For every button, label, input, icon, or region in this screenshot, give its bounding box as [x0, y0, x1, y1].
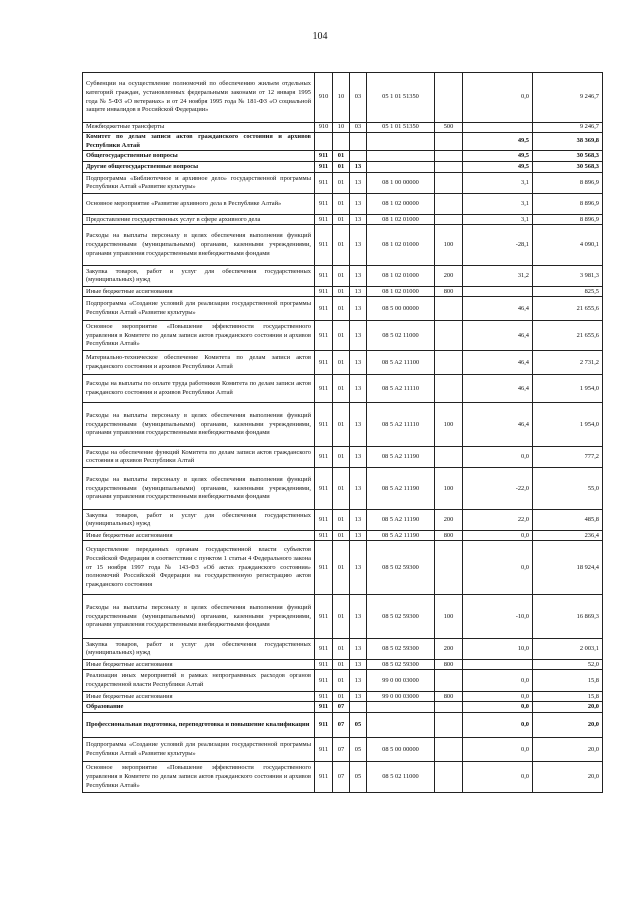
change-amount-cell: 0,0: [463, 762, 533, 793]
table-row: [83, 670, 603, 692]
table-row: [83, 351, 603, 375]
table-row: [83, 151, 603, 162]
change-amount-cell: 22,0: [463, 510, 533, 531]
table-row: [83, 287, 603, 297]
grbs-code-cell: 911: [315, 738, 333, 762]
expense-type-cell: [435, 162, 463, 173]
target-article-cell: 08 5 A2 11190: [367, 510, 435, 531]
expense-type-cell: [435, 670, 463, 692]
change-amount-cell: 0,0: [463, 541, 533, 595]
row-name-cell: Расходы на выплаты персоналу в целях обеспечения выполнения функций государственными (муниципальными) органами, казенными учреждениями, органами управления государственными внебюджетными фондами: [83, 225, 315, 266]
expense-type-cell: [435, 702, 463, 713]
section-code-cell: 01: [333, 151, 350, 162]
subsection-code-cell: 13: [350, 447, 367, 468]
total-amount-cell: 2 731,2: [533, 351, 603, 375]
grbs-code-cell: 911: [315, 762, 333, 793]
table-row: [83, 447, 603, 468]
subsection-code-cell: 13: [350, 225, 367, 266]
grbs-code-cell: 911: [315, 692, 333, 702]
expense-type-cell: [435, 297, 463, 321]
section-code-cell: 01: [333, 660, 350, 670]
expense-type-cell: [435, 173, 463, 194]
grbs-code-cell: 911: [315, 297, 333, 321]
subsection-code-cell: 13: [350, 375, 367, 403]
target-article-cell: [367, 702, 435, 713]
subsection-code-cell: [350, 151, 367, 162]
budget-table: [82, 72, 603, 793]
total-amount-cell: 8 896,9: [533, 173, 603, 194]
section-code-cell: 01: [333, 287, 350, 297]
row-name-cell: Иные бюджетные ассигнования: [83, 287, 315, 297]
subsection-code-cell: 13: [350, 660, 367, 670]
grbs-code-cell: 911: [315, 639, 333, 660]
row-name-cell: Закупка товаров, работ и услуг для обеспечения государственных (муниципальных) нужд: [83, 266, 315, 287]
grbs-code-cell: 911: [315, 173, 333, 194]
table-row: [83, 225, 603, 266]
target-article-cell: [367, 133, 435, 151]
row-name-cell: Расходы на выплаты по оплате труда работников Комитета по делам записи актов гражданского состояния и архивов Республики Алтай: [83, 375, 315, 403]
change-amount-cell: 0,0: [463, 702, 533, 713]
section-code-cell: 10: [333, 73, 350, 123]
row-name-cell: Подпрограмма «Библиотечное и архивное дело» государственной программы Республики Алтай «Развитие культуры»: [83, 173, 315, 194]
target-article-cell: 08 5 02 11000: [367, 762, 435, 793]
expense-type-cell: [435, 133, 463, 151]
change-amount-cell: 0,0: [463, 531, 533, 541]
total-amount-cell: 20,0: [533, 713, 603, 738]
change-amount-cell: 0,0: [463, 73, 533, 123]
row-name-cell: Подпрограмма «Создание условий для реализации государственной программы Республики Алтай «Развитие культуры»: [83, 738, 315, 762]
row-name-cell: Закупка товаров, работ и услуг для обеспечения государственных (муниципальных) нужд: [83, 639, 315, 660]
subsection-code-cell: 13: [350, 194, 367, 215]
expense-type-cell: [435, 713, 463, 738]
target-article-cell: 08 5 00 00000: [367, 738, 435, 762]
change-amount-cell: [463, 660, 533, 670]
target-article-cell: 99 0 00 03000: [367, 692, 435, 702]
total-amount-cell: 18 924,4: [533, 541, 603, 595]
subsection-code-cell: 13: [350, 595, 367, 639]
subsection-code-cell: 03: [350, 73, 367, 123]
row-name-cell: Материально-техническое обеспечение Комитета по делам записи актов гражданского состояния и архивов Республики Алтай: [83, 351, 315, 375]
grbs-code-cell: 911: [315, 447, 333, 468]
section-code-cell: 01: [333, 297, 350, 321]
target-article-cell: 08 1 02 01000: [367, 225, 435, 266]
section-code-cell: 01: [333, 351, 350, 375]
target-article-cell: 99 0 00 03000: [367, 670, 435, 692]
table-row: [83, 692, 603, 702]
table-row: [83, 133, 603, 151]
grbs-code-cell: 911: [315, 162, 333, 173]
grbs-code-cell: 911: [315, 225, 333, 266]
subsection-code-cell: 05: [350, 713, 367, 738]
subsection-code-cell: 13: [350, 541, 367, 595]
target-article-cell: [367, 713, 435, 738]
total-amount-cell: 9 246,7: [533, 73, 603, 123]
grbs-code-cell: 910: [315, 73, 333, 123]
section-code-cell: 01: [333, 266, 350, 287]
table-row: [83, 541, 603, 595]
target-article-cell: 08 5 A2 11190: [367, 447, 435, 468]
row-name-cell: Основное мероприятие «Повышение эффективности государственного управления в Комитете по делам записи актов гражданского состояния и архивов Республики Алтай»: [83, 762, 315, 793]
target-article-cell: 05 1 01 51350: [367, 123, 435, 133]
total-amount-cell: 21 655,6: [533, 321, 603, 351]
section-code-cell: 01: [333, 321, 350, 351]
grbs-code-cell: 911: [315, 375, 333, 403]
total-amount-cell: 20,0: [533, 738, 603, 762]
total-amount-cell: 16 869,3: [533, 595, 603, 639]
change-amount-cell: 46,4: [463, 351, 533, 375]
page-number: 104: [312, 31, 328, 42]
change-amount-cell: -28,1: [463, 225, 533, 266]
total-amount-cell: 825,5: [533, 287, 603, 297]
table-row: [83, 738, 603, 762]
change-amount-cell: 0,0: [463, 738, 533, 762]
total-amount-cell: 20,0: [533, 702, 603, 713]
expense-type-cell: [435, 215, 463, 225]
row-name-cell: Комитет по делам записи актов гражданского состояния и архивов Республики Алтай: [83, 133, 315, 151]
expense-type-cell: 800: [435, 531, 463, 541]
section-code-cell: [333, 133, 350, 151]
section-code-cell: 07: [333, 738, 350, 762]
change-amount-cell: [463, 123, 533, 133]
change-amount-cell: 0,0: [463, 670, 533, 692]
row-name-cell: Профессиональная подготовка, переподготовка и повышение квалификации: [83, 713, 315, 738]
table-row: [83, 595, 603, 639]
table-row: [83, 194, 603, 215]
row-name-cell: Подпрограмма «Создание условий для реализации государственной программы Республики Алтай «Развитие культуры»: [83, 297, 315, 321]
total-amount-cell: 1 954,0: [533, 375, 603, 403]
section-code-cell: 01: [333, 173, 350, 194]
expense-type-cell: [435, 738, 463, 762]
total-amount-cell: 30 568,3: [533, 151, 603, 162]
target-article-cell: 08 5 02 59300: [367, 595, 435, 639]
total-amount-cell: 8 896,9: [533, 194, 603, 215]
total-amount-cell: 8 896,9: [533, 215, 603, 225]
grbs-code-cell: 911: [315, 595, 333, 639]
target-article-cell: 08 5 A2 11100: [367, 351, 435, 375]
change-amount-cell: 49,5: [463, 151, 533, 162]
section-code-cell: 01: [333, 595, 350, 639]
section-code-cell: 01: [333, 225, 350, 266]
section-code-cell: 07: [333, 702, 350, 713]
section-code-cell: 01: [333, 468, 350, 510]
subsection-code-cell: 13: [350, 287, 367, 297]
subsection-code-cell: 13: [350, 403, 367, 447]
table-row: [83, 321, 603, 351]
change-amount-cell: [463, 287, 533, 297]
change-amount-cell: 0,0: [463, 692, 533, 702]
total-amount-cell: 21 655,6: [533, 297, 603, 321]
expense-type-cell: [435, 447, 463, 468]
section-code-cell: 01: [333, 639, 350, 660]
target-article-cell: 08 5 A2 11190: [367, 468, 435, 510]
row-name-cell: Общегосударственные вопросы: [83, 151, 315, 162]
section-code-cell: 01: [333, 541, 350, 595]
grbs-code-cell: 911: [315, 194, 333, 215]
subsection-code-cell: 13: [350, 692, 367, 702]
row-name-cell: Основное мероприятие «Развитие архивного дела в Республике Алтай»: [83, 194, 315, 215]
target-article-cell: 08 5 02 59300: [367, 541, 435, 595]
section-code-cell: 01: [333, 215, 350, 225]
target-article-cell: 08 1 02 01000: [367, 266, 435, 287]
target-article-cell: 05 1 01 51350: [367, 73, 435, 123]
target-article-cell: 08 5 00 00000: [367, 297, 435, 321]
section-code-cell: 01: [333, 692, 350, 702]
target-article-cell: 08 1 00 00000: [367, 173, 435, 194]
row-name-cell: Расходы на выплаты персоналу в целях обеспечения выполнения функций государственными (муниципальными) органами, казенными учреждениями, органами управления государственными внебюджетными фондами: [83, 403, 315, 447]
target-article-cell: 08 1 02 01000: [367, 287, 435, 297]
change-amount-cell: 3,1: [463, 173, 533, 194]
total-amount-cell: 3 981,3: [533, 266, 603, 287]
subsection-code-cell: 13: [350, 670, 367, 692]
total-amount-cell: 777,2: [533, 447, 603, 468]
grbs-code-cell: 911: [315, 541, 333, 595]
row-name-cell: Другие общегосударственные вопросы: [83, 162, 315, 173]
subsection-code-cell: 05: [350, 762, 367, 793]
table-row: [83, 215, 603, 225]
section-code-cell: 01: [333, 670, 350, 692]
change-amount-cell: 10,0: [463, 639, 533, 660]
subsection-code-cell: 13: [350, 297, 367, 321]
total-amount-cell: 9 246,7: [533, 123, 603, 133]
row-name-cell: Закупка товаров, работ и услуг для обеспечения государственных (муниципальных) нужд: [83, 510, 315, 531]
subsection-code-cell: 13: [350, 321, 367, 351]
table-row: [83, 266, 603, 287]
table-row: [83, 510, 603, 531]
subsection-code-cell: [350, 133, 367, 151]
target-article-cell: 08 1 02 00000: [367, 194, 435, 215]
total-amount-cell: 15,8: [533, 670, 603, 692]
change-amount-cell: 0,0: [463, 713, 533, 738]
grbs-code-cell: 911: [315, 351, 333, 375]
row-name-cell: Иные бюджетные ассигнования: [83, 531, 315, 541]
expense-type-cell: [435, 321, 463, 351]
table-row: [83, 73, 603, 123]
expense-type-cell: 800: [435, 287, 463, 297]
table-row: [83, 660, 603, 670]
grbs-code-cell: 910: [315, 123, 333, 133]
grbs-code-cell: 911: [315, 266, 333, 287]
total-amount-cell: 55,0: [533, 468, 603, 510]
expense-type-cell: [435, 73, 463, 123]
grbs-code-cell: 911: [315, 321, 333, 351]
row-name-cell: Субвенции на осуществление полномочий по обеспечению жильем отдельных категорий граждан, установленных федеральными законами от 12 января 1995 года № 5-ФЗ «О ветеранах» и от 24 ноября 1995 года № 181-ФЗ «О социальной защите инвалидов в Российской Федерации»: [83, 73, 315, 123]
row-name-cell: Иные бюджетные ассигнования: [83, 692, 315, 702]
table-row: [83, 702, 603, 713]
total-amount-cell: 1 954,0: [533, 403, 603, 447]
expense-type-cell: [435, 762, 463, 793]
grbs-code-cell: [315, 133, 333, 151]
change-amount-cell: 0,0: [463, 447, 533, 468]
row-name-cell: Расходы на выплаты персоналу в целях обеспечения выполнения функций государственными (муниципальными) органами, казенными учреждениями, органами управления государственными внебюджетными фондами: [83, 595, 315, 639]
change-amount-cell: 46,4: [463, 297, 533, 321]
target-article-cell: 08 5 A2 11110: [367, 375, 435, 403]
grbs-code-cell: 911: [315, 510, 333, 531]
subsection-code-cell: 13: [350, 510, 367, 531]
expense-type-cell: 100: [435, 403, 463, 447]
expense-type-cell: 500: [435, 123, 463, 133]
subsection-code-cell: 13: [350, 162, 367, 173]
section-code-cell: 01: [333, 447, 350, 468]
expense-type-cell: 200: [435, 639, 463, 660]
change-amount-cell: 49,5: [463, 162, 533, 173]
expense-type-cell: 100: [435, 468, 463, 510]
grbs-code-cell: 911: [315, 468, 333, 510]
table-row: [83, 468, 603, 510]
change-amount-cell: 46,4: [463, 375, 533, 403]
section-code-cell: 01: [333, 194, 350, 215]
subsection-code-cell: 13: [350, 351, 367, 375]
section-code-cell: 01: [333, 403, 350, 447]
grbs-code-cell: 911: [315, 660, 333, 670]
grbs-code-cell: 911: [315, 403, 333, 447]
total-amount-cell: 15,8: [533, 692, 603, 702]
row-name-cell: Предоставление государственных услуг в сфере архивного дела: [83, 215, 315, 225]
total-amount-cell: 485,8: [533, 510, 603, 531]
row-name-cell: Расходы на обеспечение функций Комитета по делам записи актов гражданского состояния и архивов Республики Алтай: [83, 447, 315, 468]
target-article-cell: 08 5 A2 11110: [367, 403, 435, 447]
expense-type-cell: [435, 351, 463, 375]
expense-type-cell: 200: [435, 266, 463, 287]
change-amount-cell: 46,4: [463, 403, 533, 447]
total-amount-cell: 30 568,3: [533, 162, 603, 173]
subsection-code-cell: 13: [350, 468, 367, 510]
row-name-cell: Реализация иных мероприятий в рамках непрограммных расходов органов государственной власти Республики Алтай: [83, 670, 315, 692]
target-article-cell: 08 1 02 01000: [367, 215, 435, 225]
table-row: [83, 162, 603, 173]
table-row: [83, 639, 603, 660]
subsection-code-cell: 13: [350, 266, 367, 287]
grbs-code-cell: 911: [315, 531, 333, 541]
expense-type-cell: [435, 151, 463, 162]
expense-type-cell: 800: [435, 660, 463, 670]
subsection-code-cell: 13: [350, 531, 367, 541]
change-amount-cell: 49,5: [463, 133, 533, 151]
grbs-code-cell: 911: [315, 287, 333, 297]
total-amount-cell: 52,0: [533, 660, 603, 670]
subsection-code-cell: 05: [350, 738, 367, 762]
section-code-cell: 01: [333, 375, 350, 403]
table-row: [83, 713, 603, 738]
row-name-cell: Иные бюджетные ассигнования: [83, 660, 315, 670]
grbs-code-cell: 911: [315, 713, 333, 738]
change-amount-cell: 46,4: [463, 321, 533, 351]
row-name-cell: Основное мероприятие «Повышение эффективности государственного управления в Комитете по делам записи актов гражданского состояния и архивов Республики Алтай»: [83, 321, 315, 351]
expense-type-cell: [435, 375, 463, 403]
target-article-cell: [367, 162, 435, 173]
section-code-cell: 07: [333, 713, 350, 738]
grbs-code-cell: 911: [315, 151, 333, 162]
section-code-cell: 07: [333, 762, 350, 793]
target-article-cell: 08 5 02 11000: [367, 321, 435, 351]
row-name-cell: Осуществление переданных органам государственной власти субъектов Российской Федерации в соответствии с пунктом 1 статьи 4 Федерального закона от 15 ноября 1997 года № 143-ФЗ «Об актах гражданского состояния» полномочий Российской Федерации на государственную регистрацию актов гражданского состояния: [83, 541, 315, 595]
target-article-cell: 08 5 02 59300: [367, 660, 435, 670]
grbs-code-cell: 911: [315, 702, 333, 713]
total-amount-cell: 38 369,8: [533, 133, 603, 151]
expense-type-cell: [435, 194, 463, 215]
table-row: [83, 123, 603, 133]
subsection-code-cell: 03: [350, 123, 367, 133]
change-amount-cell: -10,0: [463, 595, 533, 639]
row-name-cell: Расходы на выплаты персоналу в целях обеспечения выполнения функций государственными (муниципальными) органами, казенными учреждениями, органами управления государственными внебюджетными фондами: [83, 468, 315, 510]
total-amount-cell: 4 090,1: [533, 225, 603, 266]
change-amount-cell: 3,1: [463, 215, 533, 225]
table-row: [83, 297, 603, 321]
table-row: [83, 375, 603, 403]
section-code-cell: 01: [333, 162, 350, 173]
row-name-cell: Межбюджетные трансферты: [83, 123, 315, 133]
target-article-cell: [367, 151, 435, 162]
subsection-code-cell: 13: [350, 639, 367, 660]
subsection-code-cell: 13: [350, 215, 367, 225]
target-article-cell: 08 5 02 59300: [367, 639, 435, 660]
section-code-cell: 01: [333, 510, 350, 531]
total-amount-cell: 236,4: [533, 531, 603, 541]
row-name-cell: Образование: [83, 702, 315, 713]
expense-type-cell: 800: [435, 692, 463, 702]
expense-type-cell: [435, 541, 463, 595]
change-amount-cell: -22,0: [463, 468, 533, 510]
expense-type-cell: 100: [435, 595, 463, 639]
subsection-code-cell: 13: [350, 173, 367, 194]
section-code-cell: 10: [333, 123, 350, 133]
grbs-code-cell: 911: [315, 670, 333, 692]
expense-type-cell: 100: [435, 225, 463, 266]
target-article-cell: 08 5 A2 11190: [367, 531, 435, 541]
total-amount-cell: 20,0: [533, 762, 603, 793]
table-row: [83, 173, 603, 194]
grbs-code-cell: 911: [315, 215, 333, 225]
section-code-cell: 01: [333, 531, 350, 541]
change-amount-cell: 3,1: [463, 194, 533, 215]
expense-type-cell: 200: [435, 510, 463, 531]
total-amount-cell: 2 003,1: [533, 639, 603, 660]
change-amount-cell: 31,2: [463, 266, 533, 287]
table-row: [83, 762, 603, 793]
table-row: [83, 403, 603, 447]
subsection-code-cell: [350, 702, 367, 713]
table-row: [83, 531, 603, 541]
